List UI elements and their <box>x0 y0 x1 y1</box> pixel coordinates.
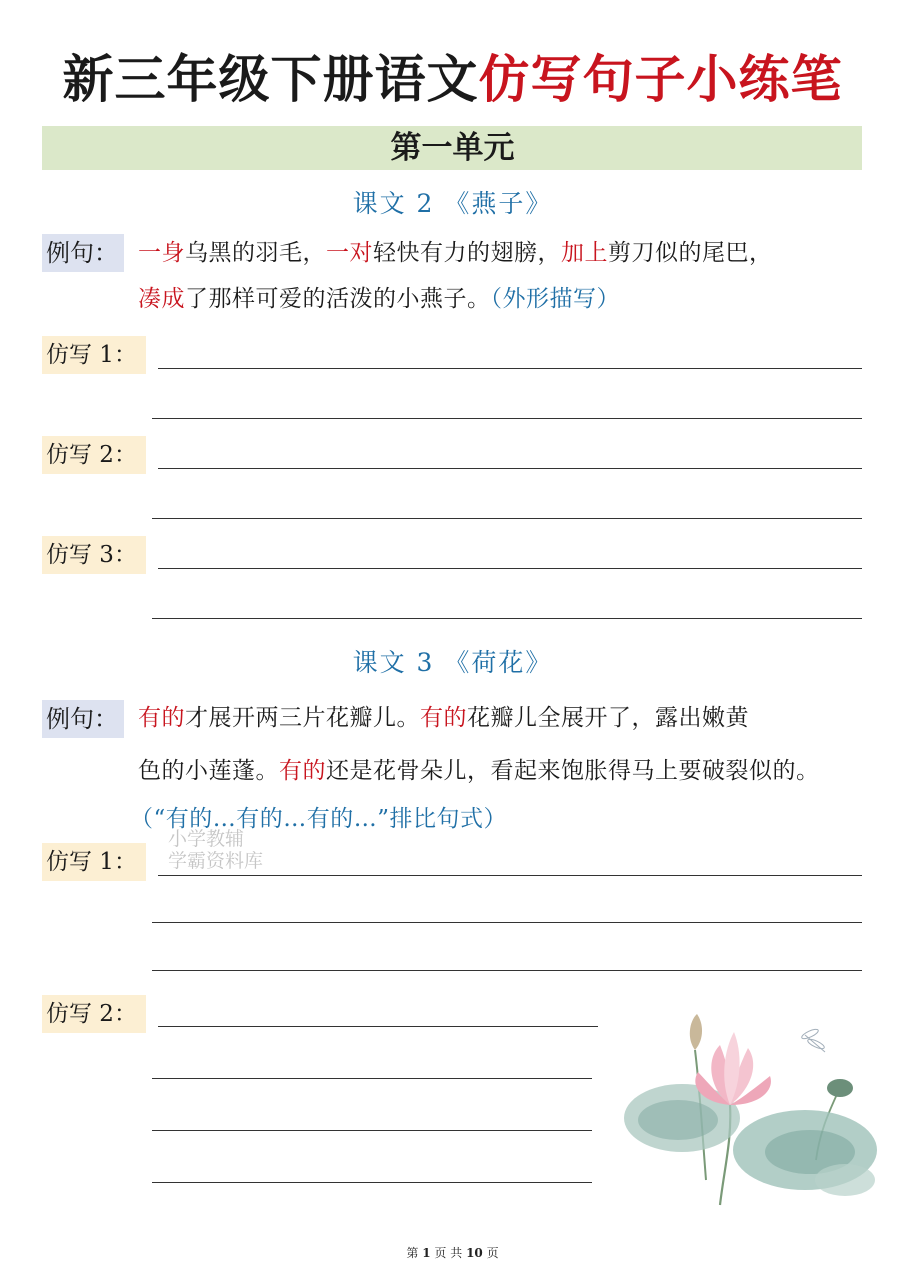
highlight-word: 一对 <box>326 240 373 266</box>
example-sentence-1-line2 <box>138 284 620 314</box>
sentence-text: 还是花骨朵儿，看起来饱胀得马上要破裂似的。 <box>326 758 820 784</box>
lotus-illustration-icon <box>620 1010 885 1210</box>
footer-total-pages: 10 <box>466 1246 483 1260</box>
unit-title: 第一单元 <box>390 130 515 166</box>
answer-line[interactable] <box>158 368 862 369</box>
answer-line[interactable] <box>152 1130 592 1131</box>
lesson-heading-2: 课文 3 《荷花》 <box>352 648 553 677</box>
practice-label-1-2: 仿写 2： <box>42 436 146 474</box>
highlight-word: 有的 <box>420 705 467 731</box>
footer-text: 第 <box>406 1246 419 1260</box>
example-sentence-2-line2 <box>138 756 820 786</box>
example-label-1: 例句： <box>42 234 124 272</box>
practice-label-2-2: 仿写 2： <box>42 995 146 1033</box>
page-title <box>0 38 905 112</box>
watermark-line: 小学教辅 <box>168 828 245 850</box>
practice-label-2-1: 仿写 1： <box>42 843 146 881</box>
highlight-word: 有的 <box>279 758 326 784</box>
watermark <box>168 828 263 872</box>
highlight-word: 有的 <box>138 705 185 731</box>
answer-line[interactable] <box>158 875 862 876</box>
sentence-text: 色的小莲蓬。 <box>138 758 279 784</box>
title-part-red: 仿写句子小练笔 <box>478 50 843 110</box>
answer-line[interactable] <box>158 568 862 569</box>
answer-line[interactable] <box>158 468 862 469</box>
sentence-text: 轻快有力的翅膀， <box>373 240 561 266</box>
example-sentence-2-line1 <box>138 703 749 733</box>
footer-text: 页 <box>486 1246 499 1260</box>
page-footer <box>0 1244 905 1261</box>
answer-line[interactable] <box>158 1026 598 1027</box>
practice-label-1-3: 仿写 3： <box>42 536 146 574</box>
footer-text: 页 共 <box>434 1246 463 1260</box>
sentence-text: 才展开两三片花瓣儿。 <box>185 705 420 731</box>
watermark-line: 学霸资料库 <box>168 850 264 872</box>
answer-line[interactable] <box>152 618 862 619</box>
highlight-word: 凑成 <box>138 286 185 312</box>
title-part-black: 新三年级下册语文 <box>62 50 479 110</box>
practice-label-1-1: 仿写 1： <box>42 336 146 374</box>
sentence-text: 了那样可爱的活泼的小燕子。 <box>185 286 491 312</box>
sentence-text: 花瓣儿全展开了，露出嫩黄 <box>467 705 749 731</box>
highlight-word: 一身 <box>138 240 185 266</box>
technique-note-1: （外形描写） <box>490 286 620 312</box>
highlight-word: 加上 <box>561 240 608 266</box>
lesson-heading-1: 课文 2 《燕子》 <box>352 189 553 218</box>
answer-line[interactable] <box>152 1182 592 1183</box>
sentence-text: 剪刀似的尾巴， <box>608 240 773 266</box>
answer-line[interactable] <box>152 922 862 923</box>
technique-note-2: （“有的…有的…有的…”排比句式） <box>130 806 508 832</box>
answer-line[interactable] <box>152 518 862 519</box>
example-sentence-1-line1 <box>138 238 773 268</box>
example-label-2: 例句： <box>42 700 124 738</box>
sentence-text: 乌黑的羽毛， <box>185 240 326 266</box>
footer-page-number: 1 <box>422 1246 431 1260</box>
answer-line[interactable] <box>152 418 862 419</box>
answer-line[interactable] <box>152 970 862 971</box>
answer-line[interactable] <box>152 1078 592 1079</box>
